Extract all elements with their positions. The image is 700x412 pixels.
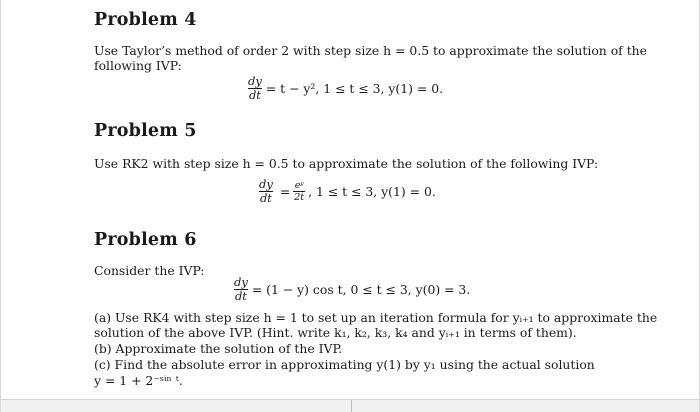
problem-4-title: Problem 4 (94, 10, 197, 30)
problem-5-rhs-fraction (293, 180, 305, 203)
problem-6-part-a-line-2: solution of the above IVP. (Hint. write k₁, k₂, k₃, k₄ and yᵢ₊₁ in terms of them). (94, 325, 577, 340)
derivative-numerator: dy (234, 275, 248, 289)
derivative-numerator: dy (259, 177, 273, 191)
problem-4-text-line-2: following IVP: (94, 58, 182, 73)
problem-6-title: Problem 6 (94, 230, 197, 250)
problem-4-equation-rhs: = t − y², 1 ≤ t ≤ 3, y(1) = 0. (265, 81, 444, 96)
rhs-numerator: eʸ (294, 180, 304, 191)
problem-6-intro: Consider the IVP: (94, 263, 205, 278)
derivative-numerator: dy (248, 74, 262, 88)
derivative-denominator: dt (248, 88, 261, 102)
problem-4-text-line-1: Use Taylor’s method of order 2 with step size h = 0.5 to approximate the solution of the (94, 43, 647, 58)
problem-6-equation-rhs: = (1 − y) cos t, 0 ≤ t ≤ 3, y(0) = 3. (251, 282, 471, 297)
derivative-denominator: dt (234, 289, 247, 303)
problem-5-title: Problem 5 (94, 121, 197, 141)
problem-5-text-line-1: Use RK2 with step size h = 0.5 to approximate the solution of the following IVP: (94, 156, 599, 171)
page-bottom-tick (351, 400, 352, 412)
problem-6-part-a-line-1: (a) Use RK4 with step size h = 1 to set up an iteration formula for yᵢ₊₁ to approximate the (94, 310, 658, 325)
problem-4-equation (247, 75, 443, 102)
problem-6-part-b: (b) Approximate the solution of the IVP. (94, 341, 343, 356)
problem-5-equals: = (279, 184, 291, 199)
derivative-denominator: dt (259, 191, 272, 205)
problem-6-derivative (233, 276, 249, 303)
problem-6-part-c-line-1: (c) Find the absolute error in approximating y(1) by y₁ using the actual solution (94, 357, 595, 372)
problem-4-derivative (247, 75, 263, 102)
rhs-denominator: 2t (294, 192, 305, 203)
problem-6-equation (233, 276, 470, 303)
problem-5-derivative (258, 178, 274, 205)
problem-5-equation-tail: , 1 ≤ t ≤ 3, y(1) = 0. (308, 184, 436, 199)
problem-5-equation (258, 178, 436, 205)
page-bottom-bar (1, 399, 699, 412)
problem-6-part-c-line-2: y = 1 + 2⁻ˢⁱⁿ ᵗ. (94, 373, 183, 388)
